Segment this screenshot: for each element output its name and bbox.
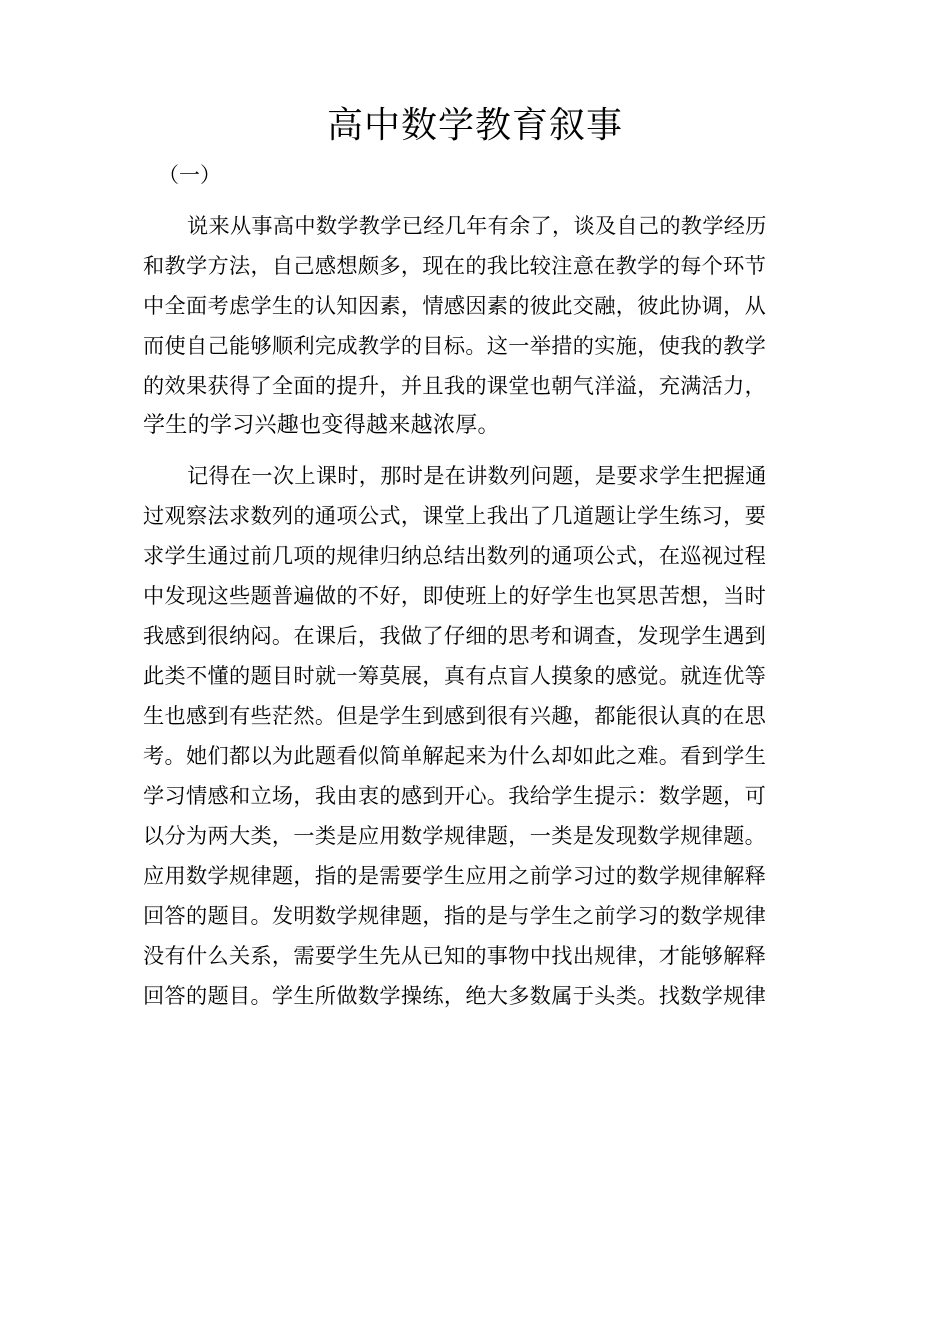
text-line: 没有什么关系，需要学生先从已知的事物中找出规律，才能够解释 — [143, 943, 767, 968]
document-title: 高中数学教育叙事 — [326, 105, 623, 146]
text-line: 说来从事高中数学教学已经几年有余了，谈及自己的教学经历 — [187, 213, 767, 238]
text-line: 此类不懂的题目时就一筹莫展，真有点盲人摸象的感觉。就连优等 — [143, 663, 767, 688]
section-number: （一） — [158, 163, 221, 187]
text-line: 回答的题目。发明数学规律题，指的是与学生之前学习的数学规律 — [143, 903, 767, 928]
text-line: 求学生通过前几项的规律归纳总结出数列的通项公式，在巡视过程 — [143, 543, 767, 568]
text-line: 学习情感和立场，我由衷的感到开心。我给学生提示：数学题，可 — [143, 783, 767, 808]
text-line: 记得在一次上课时，那时是在讲数列问题，是要求学生把握通 — [187, 463, 767, 488]
text-line: 过观察法求数列的通项公式，课堂上我出了几道题让学生练习，要 — [143, 503, 767, 528]
text-line: 中发现这些题普遍做的不好，即使班上的好学生也冥思苦想，当时 — [143, 583, 767, 608]
paragraph-2 — [143, 456, 809, 1016]
paragraph-1 — [143, 206, 809, 446]
text-line: 回答的题目。学生所做数学操练，绝大多数属于头类。找数学规律 — [143, 983, 767, 1008]
text-line: 我感到很纳闷。在课后，我做了仔细的思考和调查，发现学生遇到 — [143, 623, 767, 648]
text-line: 以分为两大类，一类是应用数学规律题，一类是发现数学规律题。 — [143, 823, 767, 848]
text-line: 而使自己能够顺利完成教学的目标。这一举措的实施，使我的教学 — [143, 333, 767, 358]
text-line: 和教学方法，自己感想颇多，现在的我比较注意在教学的每个环节 — [143, 253, 767, 278]
document-body — [143, 206, 809, 1016]
text-line: 的效果获得了全面的提升，并且我的课堂也朝气洋溢，充满活力， — [143, 373, 767, 398]
text-line: 中全面考虑学生的认知因素，情感因素的彼此交融，彼此协调，从 — [143, 293, 767, 318]
text-line: 应用数学规律题，指的是需要学生应用之前学习过的数学规律解释 — [143, 863, 767, 888]
text-line: 生也感到有些茫然。但是学生到感到很有兴趣，都能很认真的在思 — [143, 703, 767, 728]
text-line: 学生的学习兴趣也变得越来越浓厚。 — [143, 413, 500, 438]
text-line: 考。她们都以为此题看似简单解起来为什么却如此之难。看到学生 — [143, 743, 767, 768]
